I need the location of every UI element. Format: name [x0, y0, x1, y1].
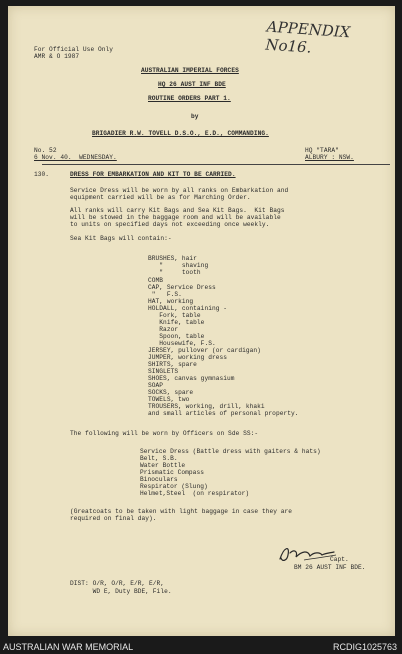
hq-place: ALBURY : NSW. — [305, 154, 354, 161]
header-line-5: BRIGADIER R.W. TOVELL D.S.O., E.D., COMMANDING. — [92, 130, 269, 137]
list-item: BRUSHES, hair — [148, 255, 197, 262]
signatory-unit: BM 26 AUST INF BDE. — [294, 564, 366, 571]
divider — [42, 164, 390, 165]
header-line-1: AUSTRALIAN IMPERIAL FORCES — [141, 67, 239, 74]
list-item: Fork, table — [148, 312, 201, 319]
list-item: " shaving — [148, 262, 209, 269]
list-item: TROUSERS, working, drill, khaki — [148, 403, 265, 410]
archive-name: AUSTRALIAN WAR MEMORIAL — [3, 642, 134, 652]
list-item: HOLDALL, containing - — [148, 305, 228, 312]
list-item: CAP, Service Dress — [148, 284, 216, 291]
list-item: JUMPER, working dress — [148, 354, 228, 361]
list-item: TOWELS, two — [148, 396, 190, 403]
paragraph-line: equipment carried will be as for Marching Order. — [70, 194, 251, 201]
list-item: HAT, working — [148, 298, 194, 305]
header-line-2: HQ 26 AUST INF BDE — [158, 81, 226, 88]
list-item: SHIRTS, spare — [148, 361, 197, 368]
order-date: 6 Nov. 40. WEDNESDAY. — [34, 154, 117, 161]
distribution-line: WD E, Duty BDE, File. — [70, 588, 172, 595]
distribution-line: DIST: O/R, O/R, E/R, E/R, — [70, 580, 165, 587]
note-line: (Greatcoats to be taken with light baggage in case they are — [70, 508, 293, 515]
list-item: SOAP — [148, 382, 164, 389]
list-item: Helmet,Steel (on respirator) — [140, 490, 250, 497]
paragraph-line: All ranks will carry Kit Bags and Sea Kit Bags. Kit Bags — [70, 207, 285, 214]
list-item: Water Bottle — [140, 462, 186, 469]
paragraph-line: will be stowed in the baggage room and will be available — [70, 214, 281, 221]
list-item: Razor — [148, 326, 179, 333]
list-item: JERSEY, pullover (or cardigan) — [148, 347, 261, 354]
list-item: Binoculars — [140, 476, 178, 483]
paragraph-line: to units on specified days not exceeding once weekly. — [70, 221, 270, 228]
document-page — [8, 6, 395, 636]
paragraph-line: Service Dress will be worn by all ranks on Embarkation and — [70, 187, 289, 194]
note-line: required on final day). — [70, 515, 157, 522]
header-line-4: by — [191, 113, 199, 120]
paragraph-line: Sea Kit Bags will contain:- — [70, 235, 172, 242]
list-item: Service Dress (Battle dress with gaiters & hats) — [140, 448, 321, 455]
list-item: SHOES, canvas gymnasium — [148, 375, 235, 382]
signatory-rank: Capt. — [330, 556, 349, 563]
handwritten-annotation: APPENDIX No16. — [264, 17, 351, 57]
list-item: Prismatic Compass — [140, 469, 204, 476]
archive-reference: RCDIG1025763 — [332, 642, 397, 652]
header-line-3: ROUTINE ORDERS PART 1. — [148, 95, 231, 102]
list-item: SOCKS, spare — [148, 389, 194, 396]
officers-intro: The following will be worn by Officers on Sde SS:- — [70, 430, 259, 437]
list-item: Belt, S.B. — [140, 455, 178, 462]
order-item-number: 130. — [34, 171, 50, 178]
list-item: Housewife, F.S. — [148, 340, 216, 347]
security-line-2: AMR & O 1987 — [34, 53, 80, 60]
list-item: " F.S. — [148, 291, 182, 298]
order-title: DRESS FOR EMBARKATION AND KIT TO BE CARRIED. — [70, 171, 236, 178]
list-item: SINGLETS — [148, 368, 179, 375]
order-number: No. 52 — [34, 147, 57, 154]
list-item: Spoon, table — [148, 333, 205, 340]
list-item: and small articles of personal property. — [148, 410, 299, 417]
hq-name: HQ "TARA" — [305, 147, 339, 154]
list-item: " tooth — [148, 269, 201, 276]
list-item: Knife, table — [148, 319, 205, 326]
list-item: Respirator (Slung) — [140, 483, 208, 490]
security-line-1: For Official Use Only — [34, 46, 114, 53]
archive-footer — [0, 640, 402, 654]
handwritten-signature — [276, 541, 336, 566]
list-item: COMB — [148, 277, 164, 284]
